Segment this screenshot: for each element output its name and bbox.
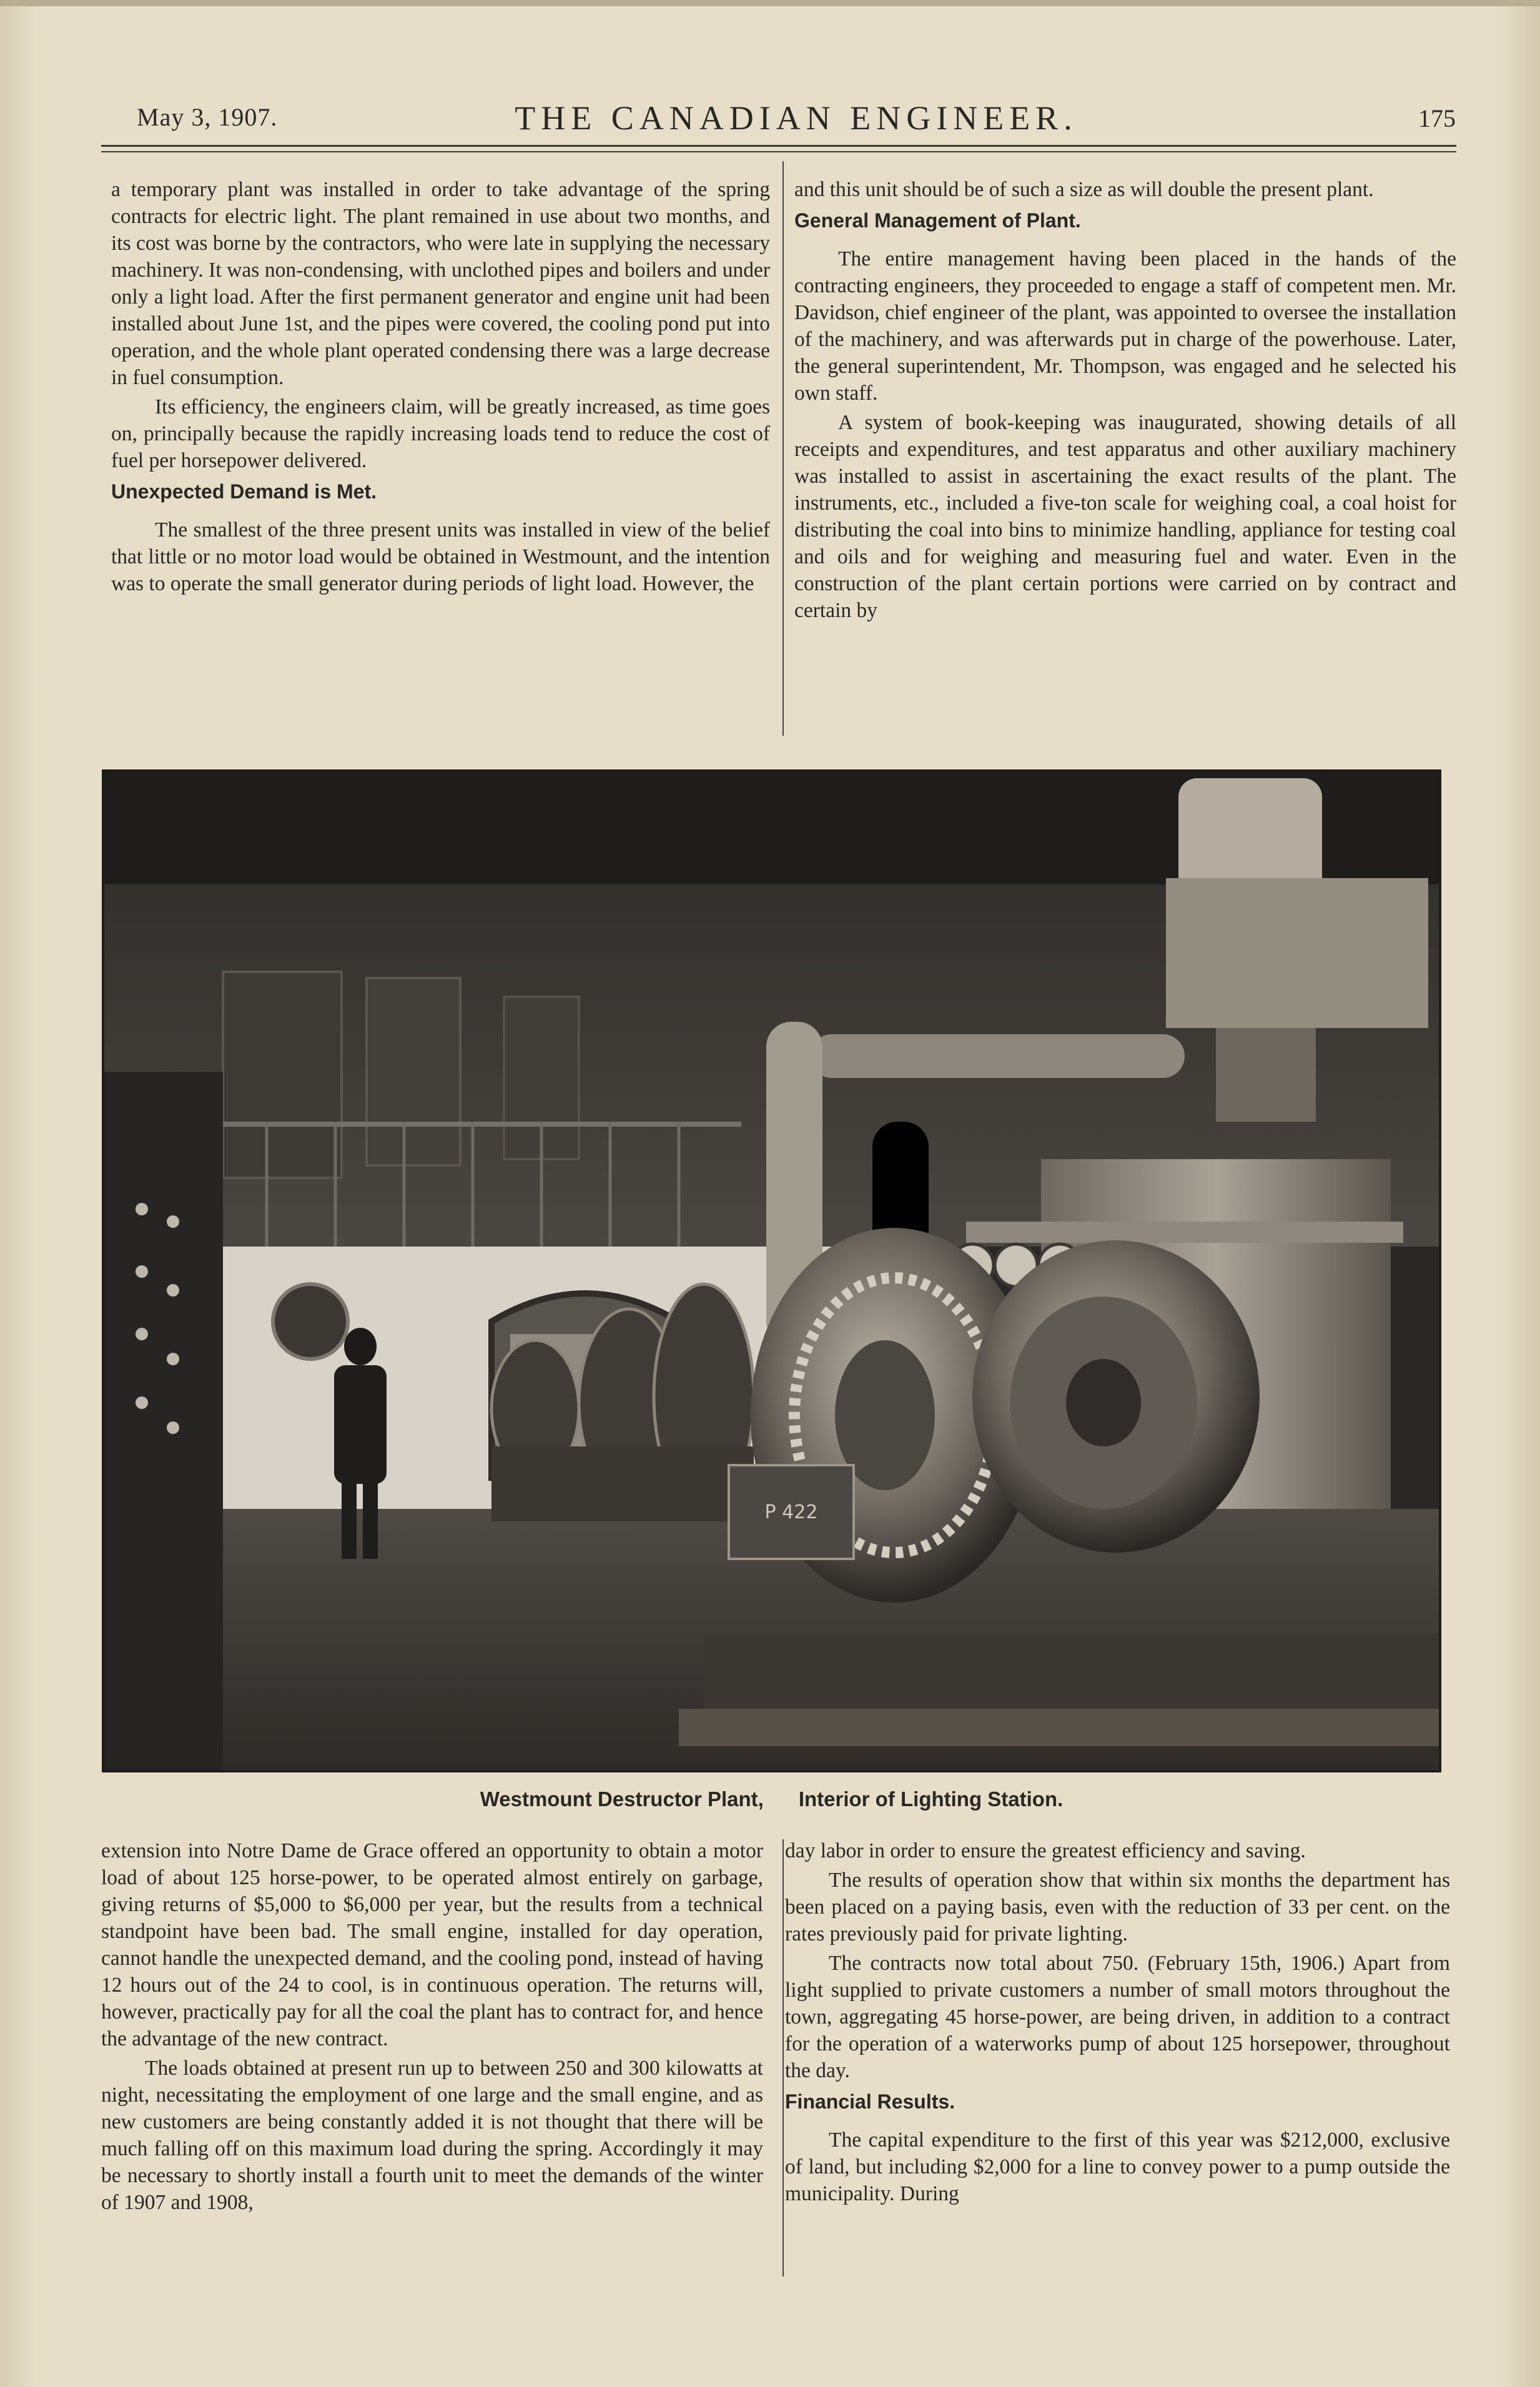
- scan-top-edge: [0, 0, 1540, 6]
- paragraph: The smallest of the three present units was installed in view of the belief that little or no motor load would be obtained in Westmount, and the intention was to operate the small generator during periods of light load. However, the: [111, 518, 770, 595]
- header-rule-upper: [101, 145, 1456, 147]
- header-rule-lower: [101, 151, 1456, 152]
- machine-plate-text: P 422: [764, 1501, 818, 1523]
- column-divider: [782, 161, 784, 736]
- paragraph: The entire management having been placed in the hands of the contracting engineers, they proceeded to engage a staff of competent men. Mr. Davidson, chief engineer of the plant, was appointed to oversee the installation of the machinery, and was afterwards put in charge of the powerhouse. Later, the general superintendent, Mr. Thompson, was engaged and he selected his own staff.: [794, 247, 1456, 405]
- header-date: May 3, 1907.: [137, 103, 278, 131]
- bottom-left-column: [101, 1837, 763, 2218]
- paragraph: The loads obtained at present run up to between 250 and 300 kilowatts at night, necessitating the employment of one large and the small engine, and as new customers are being constantly added it is not thought that there will be much falling off on this maximum load during the spring. Accordingly it may be necessary to shortly install a fourth unit to meet the demands of the winter of 1907 and 1908,: [101, 2057, 763, 2214]
- paragraph: The capital expenditure to the first of this year was $212,000, exclusive of land, but including $2,000 for a line to convey power to a pump outside the municipality. During: [785, 2128, 1450, 2205]
- top-left-column: [111, 176, 770, 600]
- caption-part-1: Westmount Destructor Plant,: [480, 1787, 764, 1811]
- paragraph: a temporary plant was installed in order to take advantage of the spring contracts for electric light. The plant remained in use about two months, and its cost was borne by the contractors, who were late in supplying the necessary machinery. It was non-condensing, with unclothed pipes and boilers and under only a light load. After the first permanent generator and engine unit had been installed about June 1st, and the pipes were covered, the cooling pond put into operation, and the whole plant operated condensing there was a large decrease in fuel consumption.: [111, 178, 770, 389]
- caption-part-2: Interior of Lighting Station.: [798, 1787, 1064, 1811]
- page-number: 175: [1418, 104, 1456, 132]
- photo-illustration: [104, 772, 1439, 1770]
- paragraph: A system of book-keeping was inaugurated, showing details of all receipts and expenditures, and test apparatus and other auxiliary machinery was installed to assist in ascertaining the exact results of the plant. The instruments, etc., included a five-ton scale for weighing coal, a coal hoist for distributing the coal into bins to minimize handling, appliance for testing coal and oils and for weighing and measuring fuel and water. Even in the construction of the plant certain portions were carried on by contract and certain by: [794, 411, 1456, 622]
- photo-caption: [102, 1787, 1441, 1811]
- journal-title: THE CANADIAN ENGINEER.: [515, 99, 1078, 137]
- top-right-column: [794, 176, 1456, 626]
- paragraph: day labor in order to ensure the greatest efficiency and saving.: [785, 1839, 1306, 1862]
- paragraph: extension into Notre Dame de Grace offered an opportunity to obtain a motor load of about 125 horse-power, to be operated almost entirely on garbage, giving returns of $5,000 to $6,000 per year, but the results from a technical standpoint have been bad. The small engine, installed for day operation, cannot handle the unexpected demand, and the cooling pond, instead of having 12 hours out of the 24 to cool, is in continuous operation. The returns will, however, practically pay for all the coal the plant has to contract for, and hence the advantage of the new contract.: [101, 1839, 763, 2050]
- paragraph: The results of operation show that within six months the department has been placed on a paying basis, even with the reduction of 33 per cent. on the rates previously paid for private lighting.: [785, 1869, 1450, 1945]
- paragraph: The contracts now total about 750. (February 15th, 1906.) Apart from light supplied to private customers a number of small motors throughout the town, aggregating 45 horse-power, are being driven, in addition to a contract for the operation of a waterworks pump of about 125 horsepower, throughout the day.: [785, 1952, 1450, 2082]
- interior-lighting-station-photo: [102, 769, 1441, 1772]
- bottom-right-column: [785, 1837, 1450, 2210]
- column-divider: [782, 1839, 784, 2276]
- section-heading: Unexpected Demand is Met.: [111, 480, 377, 503]
- paragraph: Its efficiency, the engineers claim, will be greatly increased, as time goes on, principally because the rapidly increasing loads tend to reduce the cost of fuel per horsepower delivered.: [111, 395, 770, 472]
- running-header: [134, 99, 1458, 142]
- section-heading: Financial Results.: [785, 2090, 955, 2113]
- section-heading: General Management of Plant.: [794, 209, 1081, 232]
- paragraph: and this unit should be of such a size as will double the present plant.: [794, 178, 1374, 201]
